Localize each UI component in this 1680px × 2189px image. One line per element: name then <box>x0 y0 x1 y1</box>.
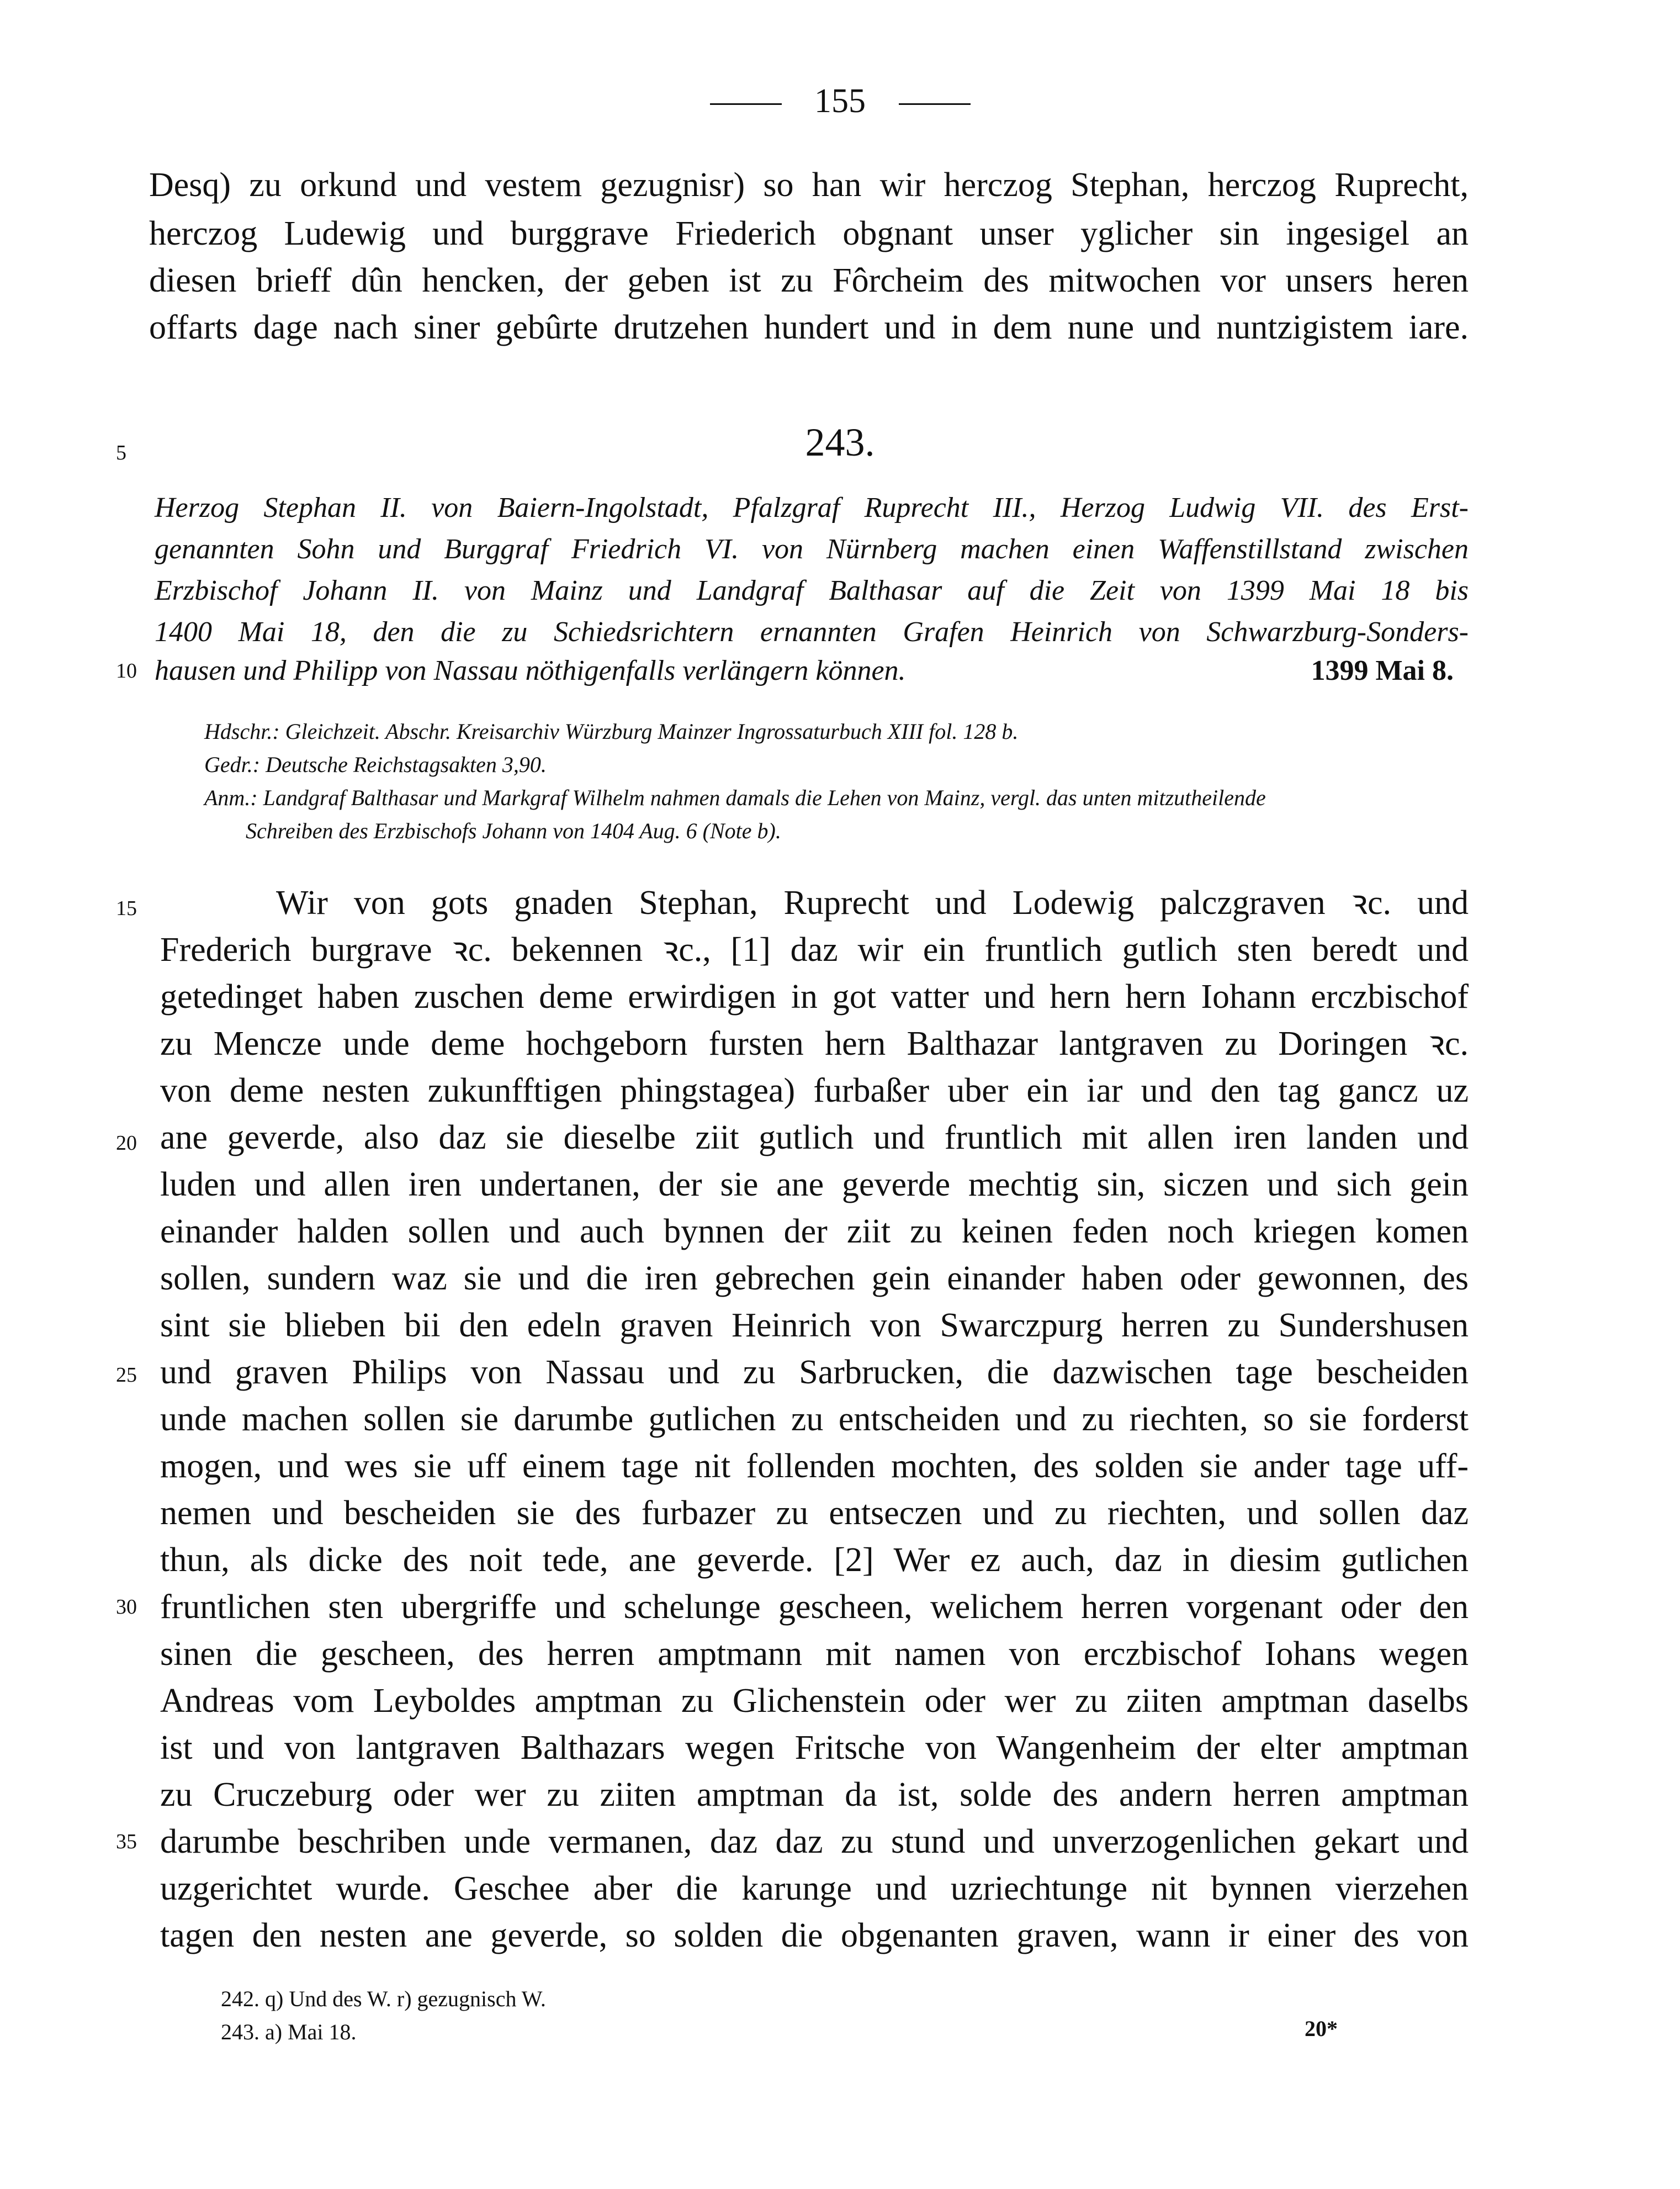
source-printed: Gedr.: Deutsche Reichstagsakten 3,90. <box>204 752 547 777</box>
regest-line: hausen und Philipp von Nassau nöthigenfalls verlängern können. <box>155 655 906 686</box>
body-line: Frederich burgrave ꝛc. bekennen ꝛc., [1] daz wir ein fruntlich gutlich sten beredt und <box>160 931 1469 969</box>
regest-line: Herzog Stephan II. von Baiern-Ingolstadt, Pfalzgraf Ruprecht III., Herzog Ludwig VII. des Erst- <box>155 492 1469 524</box>
body-line: sint sie blieben bii den edeln graven Heinrich von Swarczpurg herren zu Sundershusen <box>160 1307 1469 1344</box>
body-line: einander halden sollen und auch bynnen der ziit zu keinen feden noch kriegen komen <box>160 1213 1469 1250</box>
body-line: uzgerichtet wurde. Geschee aber die karunge und uzriechtunge nit bynnen vierzehen <box>160 1870 1469 1907</box>
body-line: thun, als dicke des noit tede, ane geverde. [2] Wer ez auch, daz in diesim gutlichen <box>160 1541 1469 1579</box>
body-line: zu Mencze unde deme hochgeborn fursten hern Balthazar lantgraven zu Doringen ꝛc. <box>160 1025 1469 1062</box>
signature-mark: 20* <box>1305 2016 1338 2041</box>
document-number: 243. <box>805 420 875 464</box>
intro-line: offarts dage nach siner gebûrte drutzehen hundert und in dem nune und nuntzigistem iare. <box>149 309 1469 346</box>
regest-line: 1400 Mai 18, den die zu Schiedsrichtern ernannten Grafen Heinrich von Schwarzburg-Sonders- <box>155 616 1469 648</box>
header-rule-right <box>899 103 971 105</box>
body-line: sollen, sundern waz sie und die iren gebrechen gein einander haben oder gewonnen, des <box>160 1260 1469 1297</box>
body-line: Wir von gots gnaden Stephan, Ruprecht und Lodewig palczgraven ꝛc. und <box>276 884 1469 922</box>
line-number: 15 <box>116 897 137 920</box>
body-line: darumbe beschriben unde vermanen, daz daz zu stund und unverzogenlichen gekart und <box>160 1823 1469 1860</box>
footnote: 243. a) Mai 18. <box>221 2019 357 2044</box>
line-number: 35 <box>116 1830 137 1853</box>
body-line: ist und von lantgraven Balthazars wegen Fritsche von Wangenheim der elter amptman <box>160 1729 1469 1767</box>
source-manuscript: Hdschr.: Gleichzeit. Abschr. Kreisarchiv Würzburg Mainzer Ingrossaturbuch XIII fol. 128 b. <box>204 719 1019 744</box>
intro-line: herczog Ludewig und burggrave Friederich obgnant unser yglicher sin ingesigel an <box>149 215 1469 252</box>
body-line: tagen den nesten ane geverde, so solden die obgenanten graven, wann ir einer des von <box>160 1917 1469 1954</box>
body-line: und graven Philips von Nassau und zu Sarbrucken, die dazwischen tage bescheiden <box>160 1353 1469 1391</box>
body-line: von deme nesten zukunfftigen phingstagea) furbaßer uber ein iar und den tag gancz uz <box>160 1072 1469 1109</box>
regest-line: genannten Sohn und Burggraf Friedrich VI. von Nürnberg machen einen Waffenstillstand zwischen <box>155 533 1469 565</box>
body-line: ane geverde, also daz sie dieselbe ziit gutlich und fruntlich mit allen iren landen und <box>160 1119 1469 1156</box>
source-note-cont: Schreiben des Erzbischofs Johann von 1404 Aug. 6 (Note b). <box>246 818 781 843</box>
body-line: unde machen sollen sie darumbe gutlichen zu entscheiden und zu riechten, so sie forderst <box>160 1400 1469 1438</box>
line-number: 25 <box>116 1363 137 1387</box>
page-header <box>0 82 1680 121</box>
body-line: getedinget haben zuschen deme erwirdigen in got vatter und hern hern Iohann erczbischof <box>160 978 1469 1016</box>
source-note: Anm.: Landgraf Balthasar und Markgraf Wilhelm nahmen damals die Lehen von Mainz, vergl. das unten mitzutheilende <box>204 785 1266 810</box>
line-number: 20 <box>116 1131 137 1155</box>
line-number: 10 <box>116 659 137 683</box>
body-line: nemen und bescheiden sie des furbazer zu entseczen und zu riechten, und sollen daz <box>160 1494 1469 1532</box>
regest-line: Erzbischof Johann II. von Mainz und Landgraf Balthasar auf die Zeit von 1399 Mai 18 bis <box>155 575 1469 606</box>
body-line: fruntlichen sten ubergriffe und schelunge gescheen, welichem herren vorgenant oder den <box>160 1588 1469 1626</box>
body-line: mogen, und wes sie uff einem tage nit follenden mochten, des solden sie ander tage uff- <box>160 1447 1469 1485</box>
footnote: 242. q) Und des W. r) gezugnisch W. <box>221 1986 546 2011</box>
header-rule-left <box>710 103 782 105</box>
page-number: 155 <box>814 82 866 120</box>
body-line: Andreas vom Leyboldes amptman zu Glichenstein oder wer zu ziiten amptman daselbs <box>160 1682 1469 1720</box>
intro-line: diesen brieff dûn hencken, der geben ist zu Fôrcheim des mitwochen vor unsers heren <box>149 262 1469 299</box>
body-line: sinen die gescheen, des herren amptmann mit namen von erczbischof Iohans wegen <box>160 1635 1469 1673</box>
intro-line: Desq) zu orkund und vestem gezugnisr) so han wir herczog Stephan, herczog Ruprecht, <box>149 166 1469 204</box>
line-number: 5 <box>116 441 126 464</box>
line-number: 30 <box>116 1595 137 1619</box>
body-line: zu Cruczeburg oder wer zu ziiten amptman da ist, solde des andern herren amptman <box>160 1776 1469 1813</box>
document-date: 1399 Mai 8. <box>1311 655 1454 686</box>
body-line: luden und allen iren undertanen, der sie ane geverde mechtig sin, siczen und sich gein <box>160 1166 1469 1203</box>
